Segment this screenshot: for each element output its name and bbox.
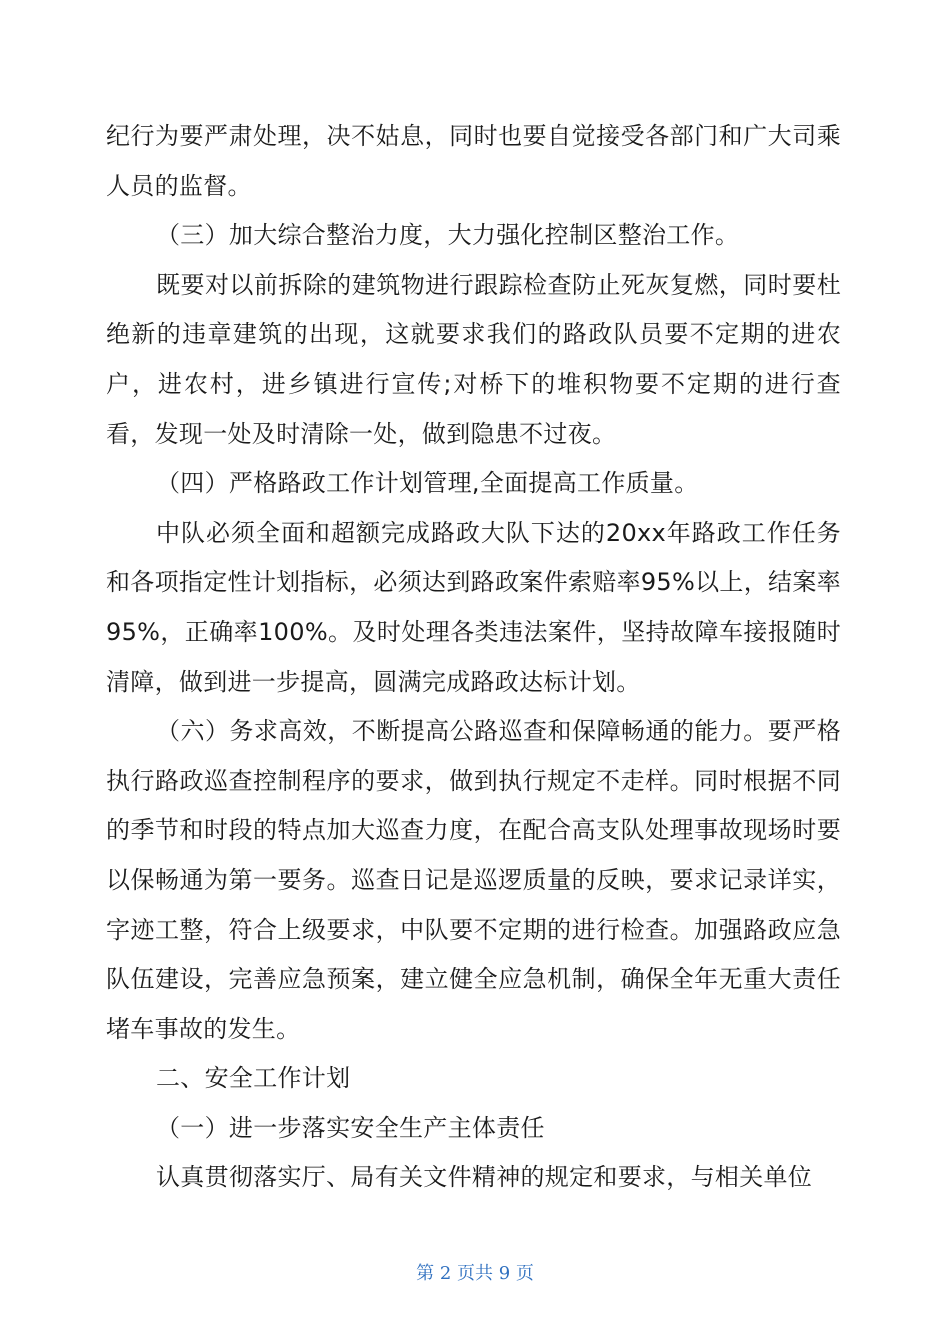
page-number-footer: 第 2 页共 9 页 (416, 1263, 534, 1284)
paragraph-3: 既要对以前拆除的建筑物进行跟踪检查防止死灰复燃，同时要杜绝新的违章建筑的出现，这就要求我们的路政队员要不定期的进农户，进农村，进乡镇进行宣传;对桥下的堆积物要不定期的进行查看，发现一处及时清除一处，做到隐患不过夜。 (106, 270, 841, 448)
paragraph-5: 中队必须全面和超额完成路政大队下达的20xx年路政工作任务和各项指定性计划指标，必须达到路政案件索赔率95%以上，结案率95%，正确率100%。及时处理各类违法案件，坚持故障车接报随时清障，做到进一步提高，圆满完成路政达标计划。 (106, 518, 841, 696)
section-heading-safety: 二、安全工作计划 (156, 1064, 351, 1093)
paragraph-2-heading: （三）加大综合整治力度，大力强化控制区整治工作。 (156, 221, 740, 250)
paragraph-6: （六）务求高效，不断提高公路巡查和保障畅通的能力。要严格执行路政巡查控制程序的要求，做到执行规定不走样。同时根据不同的季节和时段的特点加大巡查力度，在配合高支队处理事故现场时要以保畅通为第一要务。巡查日记是巡逻质量的反映，要求记录详实，字迹工整，符合上级要求，中队要不定期的进行检查。加强路政应急队伍建设，完善应急预案，建立健全应急机制，确保全年无重大责任堵车事故的发生。 (106, 717, 841, 1043)
paragraph-4-heading: （四）严格路政工作计划管理,全面提高工作质量。 (156, 469, 699, 498)
paragraph-9: 认真贯彻落实厅、局有关文件精神的规定和要求，与相关单位 (156, 1163, 813, 1192)
paragraph-8-heading: （一）进一步落实安全生产主体责任 (156, 1113, 545, 1142)
paragraph-1: 纪行为要严肃处理，决不姑息，同时也要自觉接受各部门和广大司乘人员的监督。 (106, 122, 841, 200)
document-body (106, 112, 841, 1203)
